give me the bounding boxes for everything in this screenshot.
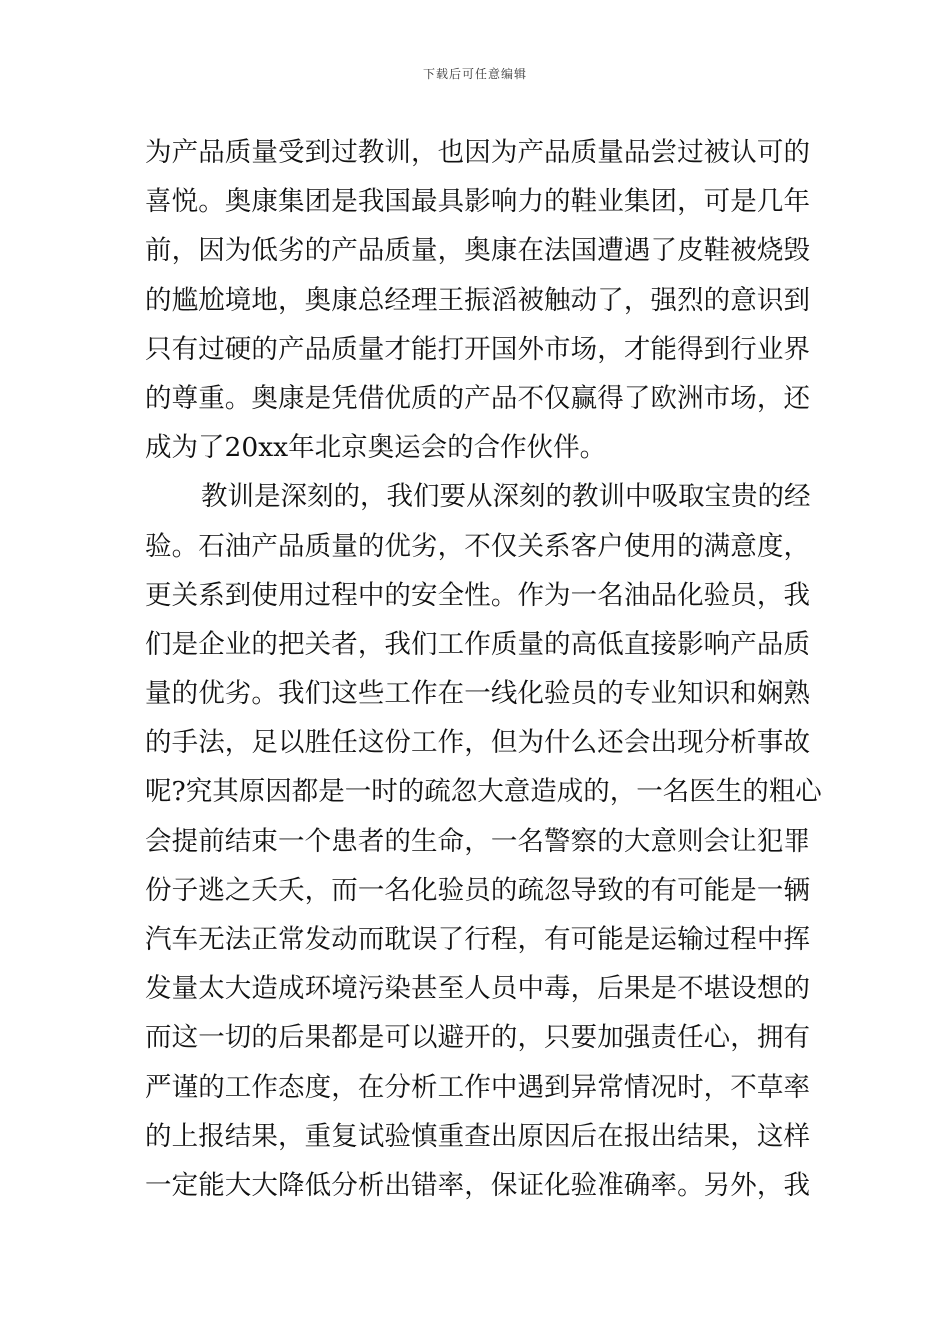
- text-line: 前，因为低劣的产品质量，奥康在法国遭遇了皮鞋被烧毁: [145, 235, 810, 267]
- text-line: 验。石油产品质量的优劣，不仅关系客户使用的满意度，: [145, 530, 810, 562]
- document-body: [145, 128, 822, 1210]
- text-line: 的尊重。奥康是凭借优质的产品不仅赢得了欧洲市场，还: [145, 382, 810, 414]
- text-line: 一定能大大降低分析出错率，保证化验准确率。另外，我: [145, 1169, 810, 1201]
- text-line: 的上报结果，重复试验慎重查出原因后在报出结果，这样: [145, 1120, 810, 1152]
- text-line: 汽车无法正常发动而耽误了行程，有可能是运输过程中挥: [145, 924, 810, 955]
- text-line: 的手法，足以胜任这份工作，但为什么还会出现分析事故: [145, 727, 810, 759]
- text-line: 份子逃之夭夭，而一名化验员的疏忽导致的有可能是一辆: [145, 874, 810, 906]
- text-line: 严谨的工作态度，在分析工作中遇到异常情况时，不草率: [145, 1071, 810, 1103]
- text-line: 喜悦。奥康集团是我国最具影响力的鞋业集团，可是几年: [145, 186, 810, 218]
- text-line: 为产品质量受到过教训，也因为产品质量品尝过被认可的: [145, 137, 810, 168]
- text-line: 成为了20xx年北京奥运会的合作伙伴。: [145, 432, 607, 464]
- paragraph-2: [145, 472, 822, 1210]
- text-line: 而这一切的后果都是可以避开的，只要加强责任心，拥有: [145, 1022, 810, 1054]
- text-line: 的尴尬境地，奥康总经理王振滔被触动了，强烈的意识到: [145, 284, 810, 316]
- text-line: 们是企业的把关者，我们工作质量的高低直接影响产品质: [145, 628, 810, 660]
- text-line: 教训是深刻的，我们要从深刻的教训中吸取宝贵的经: [201, 481, 811, 513]
- text-line: 量的优劣。我们这些工作在一线化验员的专业知识和娴熟: [145, 678, 810, 710]
- text-line: 呢?究其原因都是一时的疏忽大意造成的，一名医生的粗心: [145, 776, 822, 808]
- page-header: 下载后可任意编辑: [422, 67, 527, 81]
- text-line: 发量太大造成环境污染甚至人员中毒，后果是不堪设想的: [145, 973, 810, 1005]
- paragraph-1: [145, 128, 810, 472]
- text-line: 只有过硬的产品质量才能打开国外市场，才能得到行业界: [145, 333, 810, 365]
- text-line: 更关系到使用过程中的安全性。作为一名油品化验员，我: [145, 579, 810, 611]
- text-line: 会提前结束一个患者的生命，一名警察的大意则会让犯罪: [145, 825, 810, 857]
